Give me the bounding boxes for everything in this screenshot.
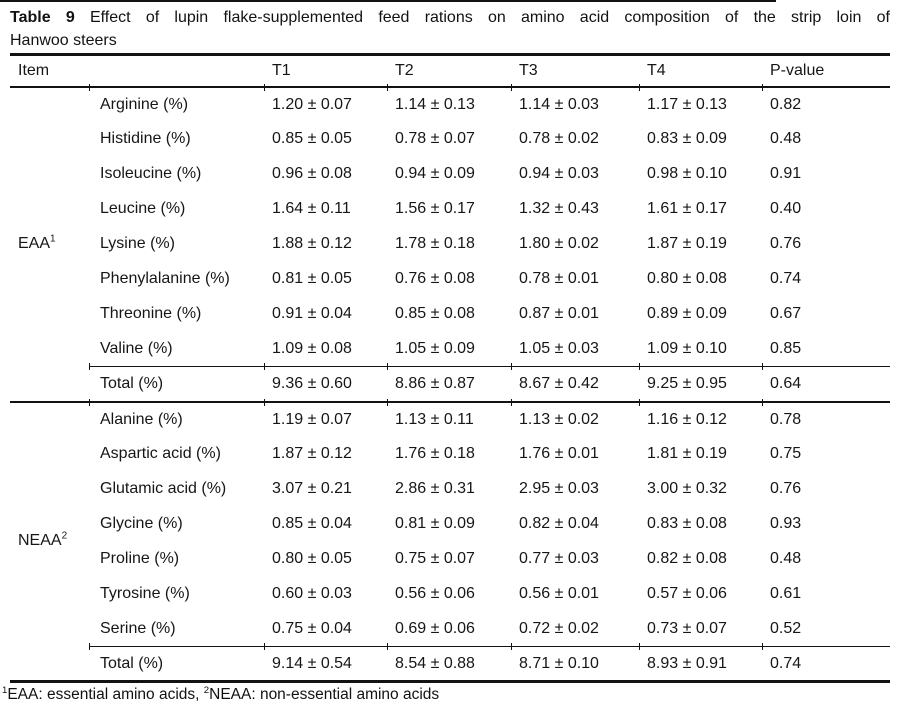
footnote-text-1: EAA: essential amino acids,	[7, 686, 204, 703]
t1-value-cell: 9.14 ± 0.54	[265, 647, 388, 682]
col-header-pvalue: P-value	[763, 55, 890, 87]
t3-value-cell: 8.67 ± 0.42	[512, 367, 640, 402]
t4-value-cell: 0.73 ± 0.07	[647, 619, 727, 637]
t3-value-cell: 1.13 ± 0.02	[512, 402, 640, 437]
t4-value-cell: 0.98 ± 0.10	[647, 165, 727, 182]
t3-value-cell: 0.78 ± 0.01	[519, 270, 599, 287]
amino-acid-name-cell: Phenylalanine (%)	[100, 270, 230, 287]
table-row	[10, 192, 890, 227]
t3-value-cell: 2.95 ± 0.03	[519, 480, 599, 497]
amino-acid-name-cell: Glycine (%)	[100, 515, 183, 532]
t3-value-cell: 0.78 ± 0.02	[519, 130, 599, 147]
t1-value-cell: 3.07 ± 0.21	[272, 480, 352, 497]
t4-value-cell: 0.80 ± 0.08	[647, 270, 727, 287]
t2-value-cell: 1.14 ± 0.13	[388, 87, 512, 122]
t3-value-cell: 0.56 ± 0.01	[519, 585, 599, 602]
t4-value-cell: 0.57 ± 0.06	[647, 585, 727, 602]
table-row	[10, 577, 890, 612]
t3-value-cell: 0.72 ± 0.02	[519, 619, 599, 637]
t4-value-cell: 1.81 ± 0.19	[647, 445, 727, 462]
t2-value-cell: 8.54 ± 0.88	[388, 647, 512, 682]
pvalue-cell: 0.85	[770, 339, 802, 357]
group-superscript: 2	[61, 530, 68, 542]
t2-value-cell: 0.81 ± 0.09	[395, 515, 475, 532]
t4-value-cell: 0.83 ± 0.08	[647, 515, 727, 532]
t2-value-cell: 0.94 ± 0.09	[395, 165, 475, 182]
t1-value-cell: 1.19 ± 0.07	[265, 402, 388, 437]
t1-value-cell: 0.85 ± 0.05	[272, 130, 352, 147]
header-row	[10, 55, 890, 87]
pvalue-cell: 0.75	[770, 445, 802, 462]
table-row	[10, 507, 890, 542]
title-text: Effect of lupin flake-supplemented feed rations on amino acid composition of the strip loin of	[89, 9, 890, 26]
pvalue-cell: 0.48	[770, 130, 802, 147]
t3-value-cell: 1.80 ± 0.02	[519, 235, 599, 252]
t3-value-cell: 8.71 ± 0.10	[512, 647, 640, 682]
total-label-cell: Total (%)	[90, 647, 265, 682]
group-label-eaa	[10, 87, 90, 402]
t2-value-cell: 2.86 ± 0.31	[395, 480, 475, 497]
group-name: NEAA	[18, 532, 62, 550]
t2-value-cell: 1.13 ± 0.11	[388, 402, 512, 437]
t2-value-cell: 0.75 ± 0.07	[395, 550, 475, 567]
t1-value-cell: 1.64 ± 0.11	[272, 200, 351, 217]
pvalue-cell: 0.61	[770, 585, 802, 602]
t3-value-cell: 0.94 ± 0.03	[519, 165, 599, 182]
amino-acid-name-cell: Proline (%)	[100, 550, 180, 567]
amino-acid-name-cell: Leucine (%)	[100, 200, 186, 217]
t4-value-cell: 1.87 ± 0.19	[647, 235, 727, 252]
t2-value-cell: 0.78 ± 0.07	[395, 130, 475, 147]
t4-value-cell: 0.89 ± 0.09	[647, 305, 727, 322]
t4-value-cell: 9.25 ± 0.95	[640, 367, 763, 402]
amino-acid-name-cell: Alanine (%)	[90, 402, 265, 437]
t4-value-cell: 0.82 ± 0.08	[647, 550, 727, 567]
table-row	[10, 87, 890, 122]
t2-value-cell: 0.56 ± 0.06	[395, 585, 475, 602]
t1-value-cell: 0.91 ± 0.04	[272, 305, 352, 322]
t1-value-cell: 0.85 ± 0.04	[272, 515, 352, 532]
t2-value-cell: 0.76 ± 0.08	[395, 270, 475, 287]
col-header-t1: T1	[265, 55, 388, 87]
title-line-1	[10, 6, 890, 29]
col-header-t4: T4	[640, 55, 763, 87]
amino-acid-name-cell: Valine (%)	[100, 339, 173, 357]
table-row	[10, 612, 890, 647]
t1-value-cell: 0.75 ± 0.04	[272, 619, 352, 637]
pvalue-cell: 0.74	[770, 270, 802, 287]
footnote-text-2: NEAA: non-essential amino acids	[209, 686, 440, 703]
table-row	[10, 262, 890, 297]
t3-value-cell: 0.87 ± 0.01	[519, 305, 599, 322]
t3-value-cell: 1.32 ± 0.43	[519, 200, 599, 217]
t4-value-cell: 3.00 ± 0.32	[647, 480, 727, 497]
t3-value-cell: 0.77 ± 0.03	[519, 550, 599, 567]
amino-acid-table	[10, 53, 890, 683]
t2-value-cell: 0.85 ± 0.08	[395, 305, 475, 322]
pvalue-cell: 0.82	[763, 87, 890, 122]
group-label-neaa	[10, 402, 90, 682]
t4-value-cell: 1.61 ± 0.17	[647, 200, 727, 217]
eaa-total-row	[10, 367, 890, 402]
t1-value-cell: 9.36 ± 0.60	[265, 367, 388, 402]
t1-value-cell: 1.09 ± 0.08	[272, 339, 352, 357]
t2-value-cell: 0.69 ± 0.06	[395, 619, 475, 637]
table-number: Table 9	[10, 9, 75, 26]
top-edge-line	[0, 0, 776, 2]
t1-value-cell: 0.96 ± 0.08	[272, 165, 352, 182]
amino-acid-name-cell: Serine (%)	[100, 619, 176, 637]
footnote	[2, 686, 890, 704]
t4-value-cell: 1.17 ± 0.13	[640, 87, 763, 122]
t4-value-cell: 1.09 ± 0.10	[647, 339, 727, 357]
table-row	[10, 472, 890, 507]
t2-value-cell: 1.05 ± 0.09	[395, 339, 475, 357]
pvalue-cell: 0.48	[770, 550, 802, 567]
pvalue-cell: 0.52	[770, 619, 802, 637]
amino-acid-name-cell: Threonine (%)	[100, 305, 202, 322]
pvalue-cell: 0.40	[770, 200, 802, 217]
pvalue-cell: 0.74	[763, 647, 890, 682]
t2-value-cell: 1.76 ± 0.18	[395, 445, 475, 462]
amino-acid-name-cell: Aspartic acid (%)	[100, 445, 221, 462]
t2-value-cell: 1.56 ± 0.17	[395, 200, 475, 217]
table-row	[10, 542, 890, 577]
table-row	[10, 402, 890, 437]
t4-value-cell: 1.16 ± 0.12	[640, 402, 763, 437]
pvalue-cell: 0.93	[770, 515, 802, 532]
amino-acid-name-cell: Isoleucine (%)	[100, 165, 202, 182]
table-row	[10, 122, 890, 157]
table-row	[10, 437, 890, 472]
t1-value-cell: 1.87 ± 0.12	[272, 445, 352, 462]
t1-value-cell: 1.20 ± 0.07	[265, 87, 388, 122]
amino-acid-name-cell: Histidine (%)	[100, 130, 191, 147]
title-line-2: Hanwoo steers	[10, 32, 117, 49]
amino-acid-name-cell: Arginine (%)	[90, 87, 265, 122]
t1-value-cell: 1.88 ± 0.12	[272, 235, 352, 252]
footnote-superscript-2: 2	[203, 684, 210, 696]
t2-value-cell: 8.86 ± 0.87	[388, 367, 512, 402]
table-row	[10, 227, 890, 262]
group-superscript: 1	[50, 233, 56, 245]
group-name: EAA	[18, 235, 51, 252]
col-header-t3: T3	[512, 55, 640, 87]
total-label-cell: Total (%)	[90, 367, 265, 402]
t4-value-cell: 8.93 ± 0.91	[640, 647, 763, 682]
table-row	[10, 332, 890, 367]
table-row	[10, 297, 890, 332]
pvalue-cell: 0.78	[763, 402, 890, 437]
t3-value-cell: 1.76 ± 0.01	[519, 445, 599, 462]
t1-value-cell: 0.60 ± 0.03	[272, 585, 352, 602]
t1-value-cell: 0.81 ± 0.05	[272, 270, 352, 287]
table-title	[10, 6, 890, 52]
amino-acid-name-cell: Lysine (%)	[100, 235, 175, 252]
t3-value-cell: 0.82 ± 0.04	[519, 515, 599, 532]
pvalue-cell: 0.67	[770, 305, 802, 322]
footnote-superscript-1: 1	[2, 684, 8, 696]
neaa-total-row	[10, 647, 890, 682]
t1-value-cell: 0.80 ± 0.05	[272, 550, 352, 567]
col-header-t2: T2	[388, 55, 512, 87]
table-row	[10, 157, 890, 192]
t3-value-cell: 1.05 ± 0.03	[519, 339, 599, 357]
t4-value-cell: 0.83 ± 0.09	[647, 130, 727, 147]
pvalue-cell: 0.64	[763, 367, 890, 402]
col-header-item: Item	[10, 55, 265, 87]
pvalue-cell: 0.76	[770, 235, 802, 252]
t3-value-cell: 1.14 ± 0.03	[512, 87, 640, 122]
amino-acid-name-cell: Tyrosine (%)	[100, 585, 190, 602]
pvalue-cell: 0.91	[770, 165, 802, 182]
amino-acid-name-cell: Glutamic acid (%)	[100, 480, 227, 497]
t2-value-cell: 1.78 ± 0.18	[395, 235, 475, 252]
pvalue-cell: 0.76	[770, 480, 802, 497]
